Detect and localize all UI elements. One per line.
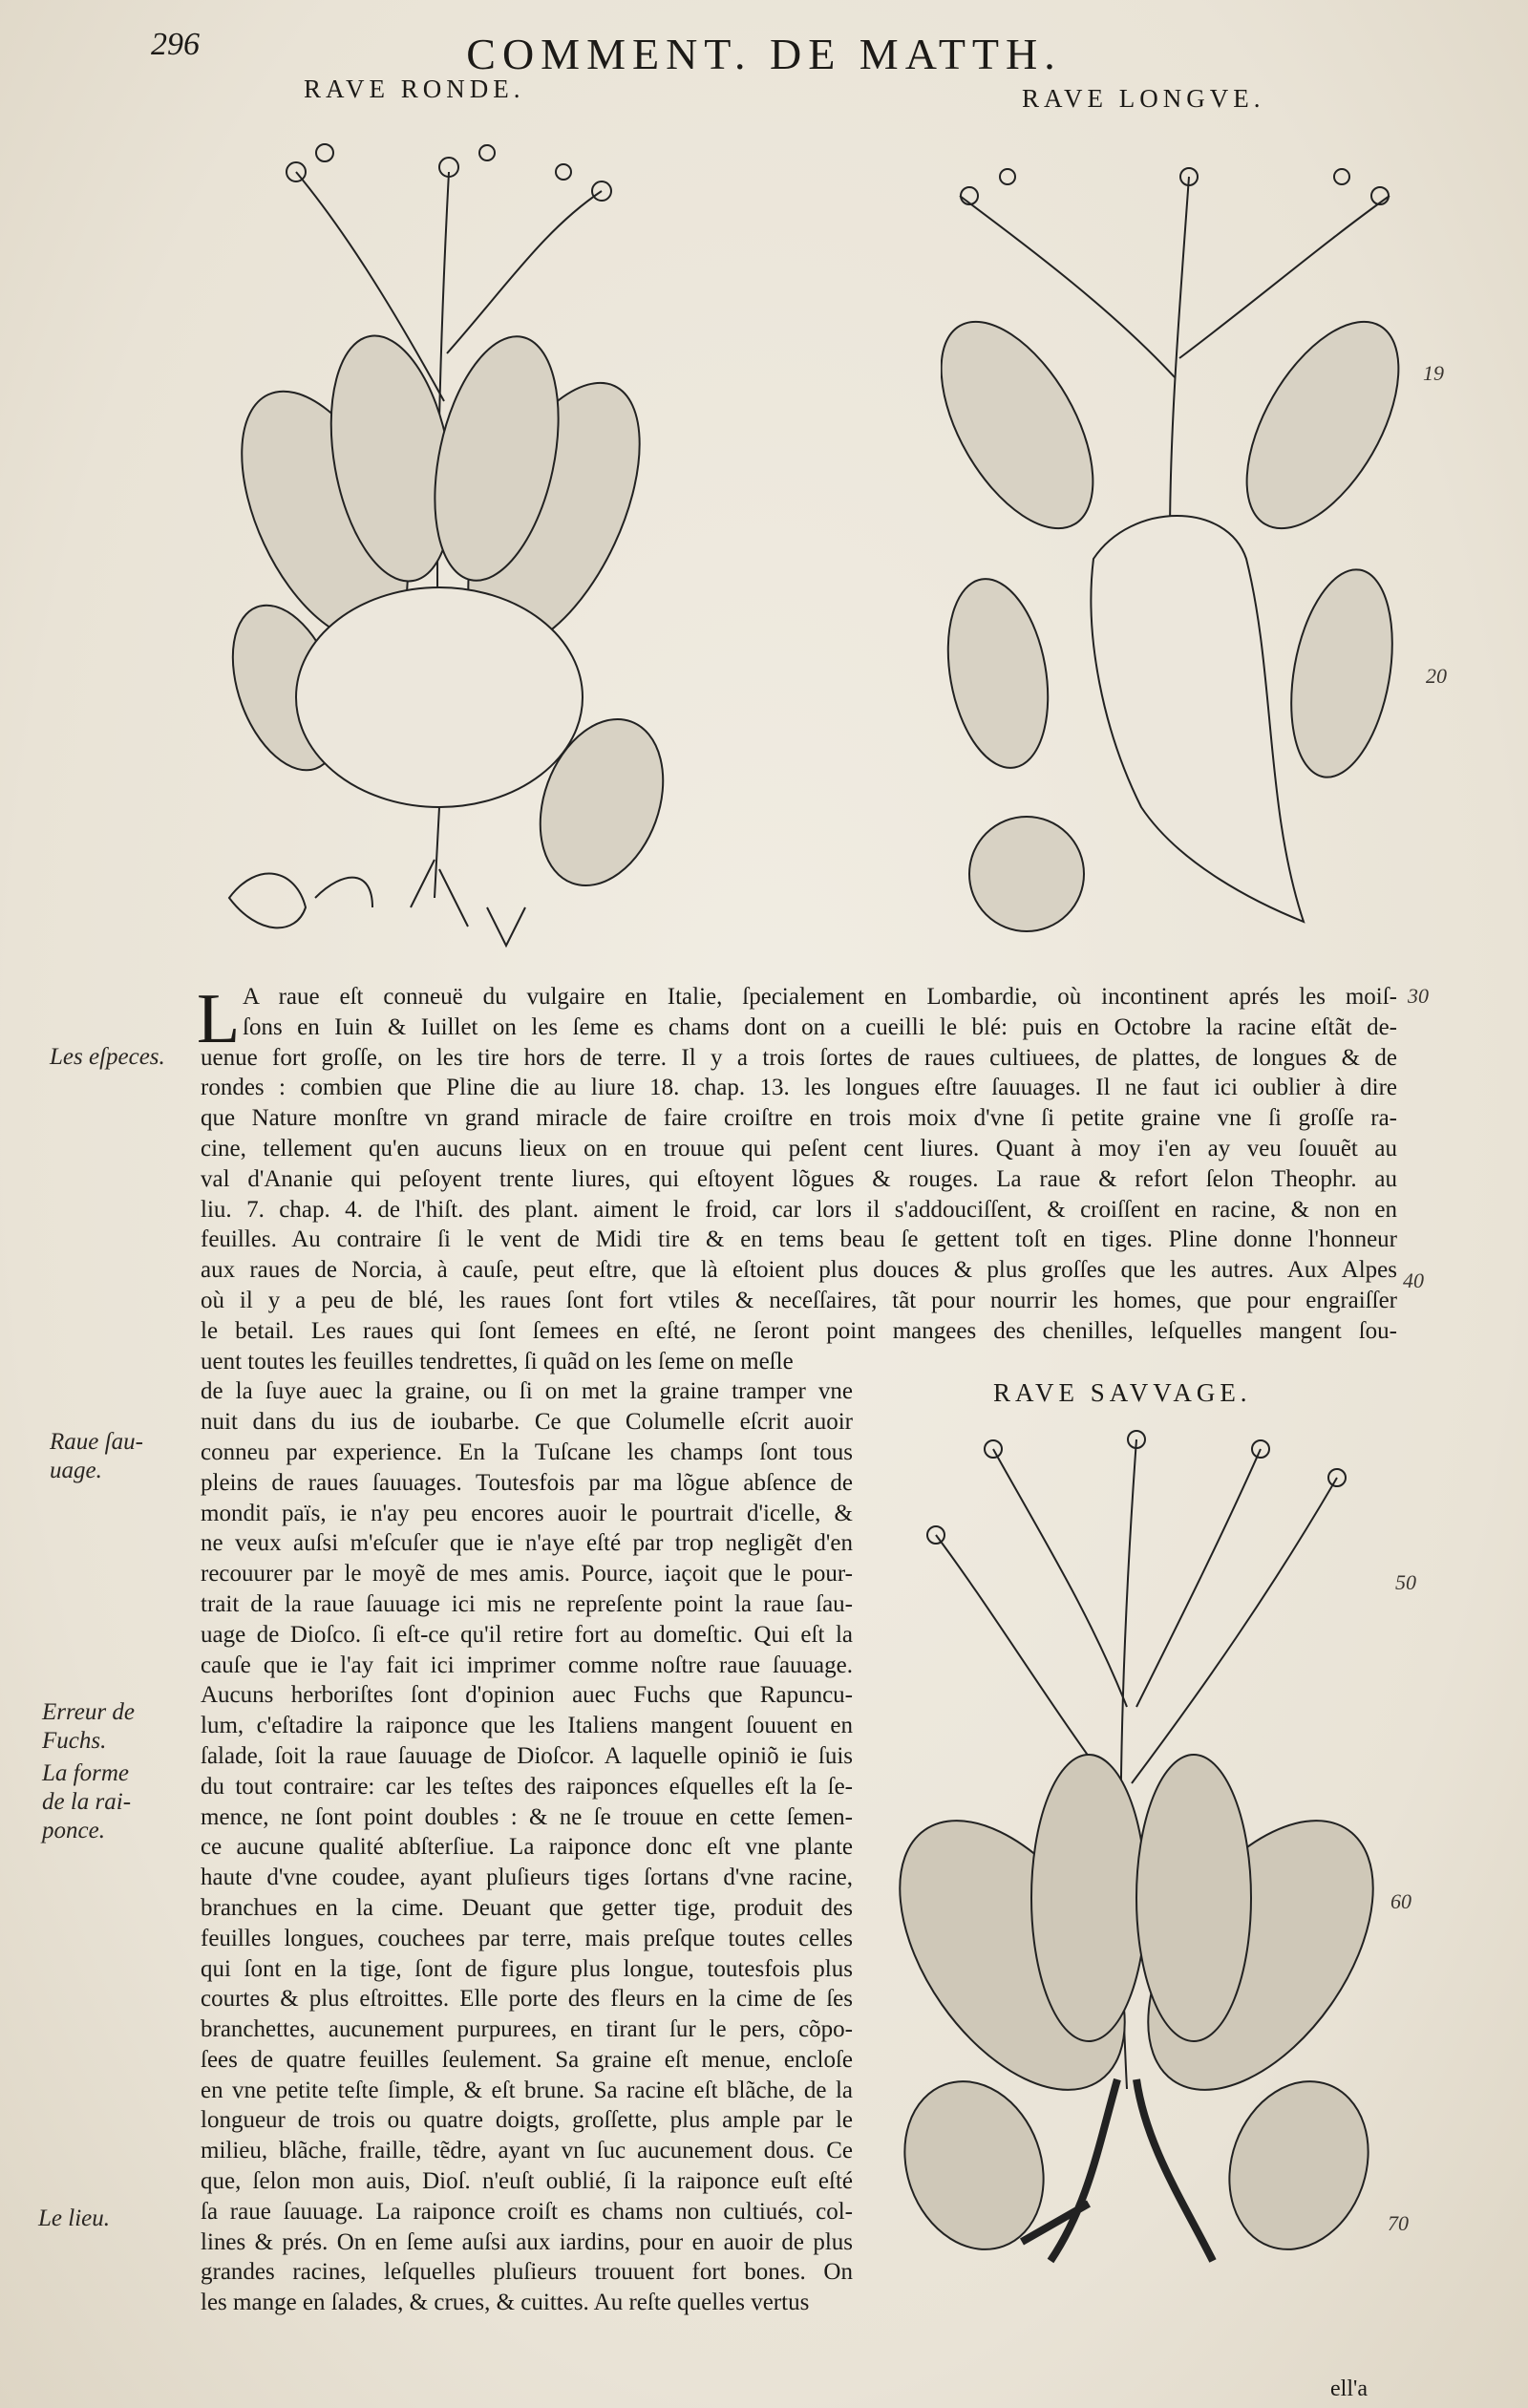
text-line: ſalade, ſoit la raue ſauuage de Dioſcor. A laquelle opiniõ ie ſuis [201,1742,853,1769]
line-number: 70 [1388,2211,1409,2235]
text-line: où il y a peu de blé, les raues ſont fort vtiles & neceſſaires, tãt pour nourrir les homes, que pour engraiſſer [201,1287,1397,1313]
text-line: feuilles longues, couchees par terre, mais preſque toutes celles [201,1925,853,1951]
figure-title-rave-sauuage: RAVE SAVVAGE. [993,1378,1252,1407]
line-number: 20 [1426,664,1447,688]
text-line: cine, tellement qu'en aucuns lieux on en trouue qui peſent cent liures. Quant à moy i'en ay veu ſouuẽt au [201,1135,1397,1161]
text-line: Aucuns herboriſtes ſont d'opinion auec Fuchs que Rapuncu- [201,1682,853,1709]
text-line: milieu, blãche, fraille, tẽdre, ayant vn ſuc aucunement dous. Ce [201,2138,853,2164]
text-line: branchettes, aucunement purpurees, en tirant ſur le pers, cõpo- [201,2016,853,2043]
text-line: qui ſont en la tige, ſont de figure plus longue, toutesfois plus [201,1955,853,1982]
text-line: que Nature monſtre vn grand miracle de faire croiſtre en trois moix d'vne ſi petite graine vne ſi groſſe ra- [201,1105,1397,1132]
insect-illustration [487,907,525,946]
text-line: liu. 7. chap. 4. de l'hiſt. des plant. aiment le froid, car lors il s'addouciſſent, & croiſſent en racine, & non en [201,1196,1397,1223]
text-line: trait de la raue ſauuage ici mis ne repreſente point la raue ſau- [201,1590,853,1617]
text-line: que, ſelon mon auis, Dioſ. n'euſt oublié, ſi la raiponce euſt eſté [201,2168,853,2195]
text-line: feuilles. Au contraire ſi le vent de Midi tire & en tems beau ſe gettent toſt en tiges. Pline donne l'honneur [201,1226,1397,1253]
turnip-root-illustration [296,587,583,807]
text-line: uent toutes les feuilles tendrettes, ſi quãd on les ſeme on meſle [201,1348,794,1374]
body-text [201,982,1397,2318]
margin-note-erreur-fuchs [42,1698,135,1756]
text-line: ſees de quatre feuilles ſeulement. Sa graine eſt menue, encloſe [201,2046,853,2073]
woodcut-rave-ronde [201,115,678,984]
text-line: le betail. Les raues qui ſont ſemees en eſté, ne ſeront point mangees des chenilles, leſquelles mangent ſou- [201,1317,1397,1344]
text-line: recouurer par le moyẽ de mes amis. Pource, iaçoit que le pour- [201,1561,853,1588]
text-line: conneu par experience. En la Tuſcane les champs ſont tous [201,1438,853,1465]
drop-cap: L [197,980,241,1058]
figure-title-rave-longue: RAVE LONGVE. [1022,84,1265,113]
margin-note-line: La forme [42,1760,129,1786]
text-line: haute d'vne coudee, ayant pluſieurs tiges ſortans d'vne racine, [201,1865,853,1891]
figure-title-rave-ronde: RAVE RONDE. [304,75,525,103]
text-line: longueur de trois ou quatre doigts, groſſette, plus ample par le [201,2107,853,2134]
page-number: 296 [151,27,200,62]
margin-note-forme-raiponce [42,1759,131,1845]
margin-note-raue-sauuage [50,1428,143,1485]
line-number: 40 [1403,1268,1424,1292]
text-line: courtes & plus eſtroittes. Elle porte des fleurs en la cime de ſes [201,1986,853,2013]
text-line: uage de Dioſco. ſi eſt-ce qu'il retire fort au domeſtic. Qui eſt la [201,1621,853,1648]
margin-note-line: de la rai- [42,1789,132,1815]
text-line: du tout contraire: car les teſtes des raiponces eſquelles eſt la ſe- [201,1773,853,1800]
text-line: grandes racines, leſquelles pluſieurs trouuent fort bones. On [201,2259,853,2286]
text-line: rondes : combien que Pline die au liure 18. chap. 13. les longues eſtre ſauuages. Il ne faut ici oublier à dire [201,1075,1397,1101]
margin-note-line: Erreur de [42,1699,135,1725]
text-line: branchues en la cime. Deuant que getter tige, produit des [201,1894,853,1921]
text-line: nuit dans du ius de ioubarbe. Ce que Columelle eſcrit auoir [201,1409,853,1436]
woodcut-rave-longue [941,139,1409,979]
text-line: aux raues de Norcia, à cauſe, peut eſtre, que là eſtoient plus douces & plus groſſes que les autres. Aux Alpes [201,1257,1397,1284]
text-line: les mange en ſalades, & crues, & cuittes. Au reſte quelles vertus [201,2290,810,2316]
long-root-illustration [1091,516,1304,922]
line-number: 30 [1408,984,1429,1008]
line-number: 60 [1390,1889,1411,1913]
margin-note-lieu: Le lieu. [38,2206,110,2231]
text-line: pleins de raues ſauuages. Toutesfois par ma lõgue abſence de [201,1469,853,1496]
text-line: mence, ne ſont point doubles : & ne ſe trouue en cette ſemen- [201,1803,853,1830]
text-line: ſa raue ſauuage. La raiponce croiſt es chams non cultiués, col- [201,2198,853,2225]
butterfly-illustration [229,874,372,928]
margin-note-line: uage. [50,1458,102,1483]
line-number: 19 [1423,361,1444,385]
rootlets-illustration [411,807,468,927]
margin-note-line: ponce. [42,1818,105,1843]
text-line: mondit païs, ie n'ay peu encores auoir le pourtrait d'icelle, & [201,1500,853,1526]
text-line: ſons en Iuin & Iuillet on les ſeme es chams dont on a cueilli le blé: puis en Octobre la racine eſtãt de- [243,1013,1397,1040]
text-line: ce aucune qualité abſterſiue. La raiponce donc eſt vne plante [201,1834,853,1861]
text-line: lines & prés. On en ſeme auſsi aux iardins, pour en auoir de plus [201,2228,853,2255]
margin-note-line: Fuchs. [42,1728,107,1754]
running-head: COMMENT. DE MATTH. [466,30,1062,78]
margin-note-line: Raue ſau- [50,1429,143,1455]
text-line: ne veux auſsi m'eſcuſer que ie n'aye eſté par trop negligẽt d'en [201,1530,853,1557]
text-line: A raue eſt conneuë du vulgaire en Italie, ſpecialement en Lombardie, où incontinent aprés les moiſ- [243,984,1397,1010]
catchword: ell'a [1330,2376,1368,2401]
text-line: de la ſuye auec la graine, ou ſi on met la graine tramper vne [201,1378,853,1405]
text-line: cauſe que ie l'ay fait ici imprimer comme noſtre raue ſauuage. [201,1652,853,1678]
line-number: 50 [1395,1570,1416,1594]
text-line: val d'Ananie qui peſoyent trente liures, qui eſtoyent lõgues & rouges. La raue & refort ſelon Theophr. au [201,1165,1397,1192]
text-line: en vne petite teſte ſimple, & eſt brune. Sa racine eſt blãche, de la [201,2077,853,2103]
text-line: lum, c'eſtadire la raiponce que les Italiens mangent ſouuent en [201,1713,853,1739]
text-line: uenue fort groſſe, on les tire hors de terre. Il y a trois ſortes de raues cultiuees, de plattes, de longues & de [201,1044,1397,1071]
margin-note-especes: Les eſpeces. [50,1044,165,1070]
